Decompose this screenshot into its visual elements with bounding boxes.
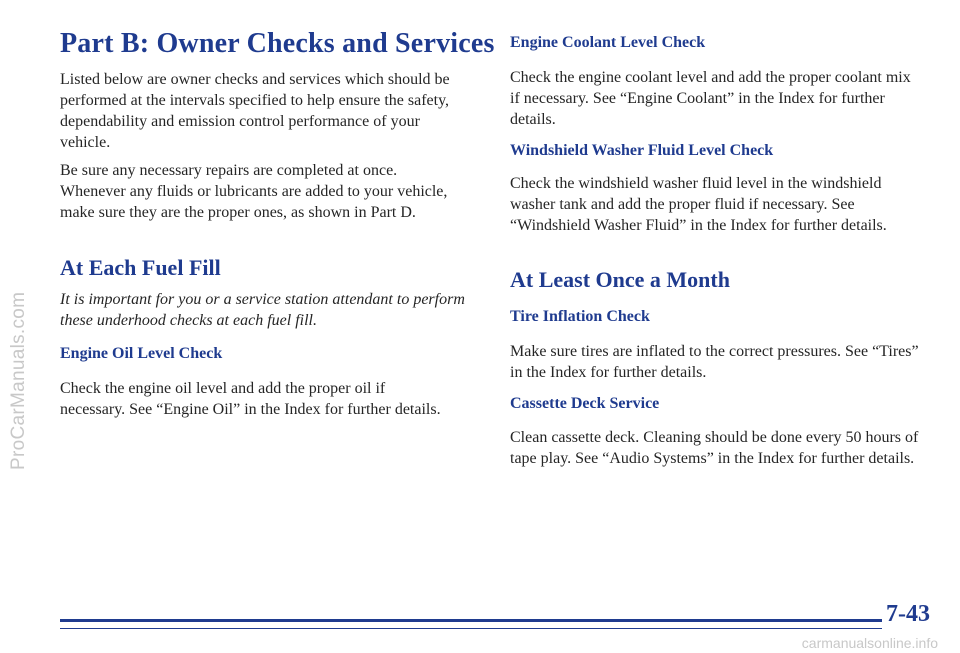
cassette-deck-text: Clean cassette deck. Cleaning should be done every 50 hours of tape play. See “Audio Systems” in the Index for further details. (510, 429, 919, 467)
page-title: Part B: Owner Checks and Services (60, 28, 495, 59)
intro-paragraph-1: Listed below are owner checks and services which should be performed at the intervals specified to help ensure the safety, dependability and emission control performance of your vehicle. (60, 71, 450, 151)
engine-oil-text: Check the engine oil level and add the proper oil if necessary. See “Engine Oil” in the Index for further details. (60, 380, 441, 418)
engine-coolant-text: Check the engine coolant level and add the proper coolant mix if necessary. See “Engine Coolant” in the Index for further details. (510, 69, 911, 128)
side-watermark: ProCarManuals.com (8, 291, 29, 470)
page-number: 7-43 (886, 601, 930, 627)
footer-rule-thick (60, 619, 882, 622)
section-heading-monthly: At Least Once a Month (510, 267, 730, 292)
tire-inflation-text: Make sure tires are inflated to the correct pressures. See “Tires” in the Index for further details. (510, 343, 919, 381)
intro-paragraph-2: Be sure any necessary repairs are completed at once. Whenever any fluids or lubricants are added to your vehicle, make sure they are the proper ones, as shown in Part D. (60, 162, 448, 221)
subheading-tire-inflation: Tire Inflation Check (510, 308, 650, 325)
subheading-cassette-deck: Cassette Deck Service (510, 395, 660, 412)
washer-fluid-text: Check the windshield washer fluid level in the windshield washer tank and add the proper fluid if necessary. See “Windshield Washer Fluid” in the Index for further details. (510, 175, 887, 234)
subheading-engine-oil: Engine Oil Level Check (60, 345, 223, 362)
footer-rule-thin (60, 628, 882, 629)
footer-watermark: carmanualsonline.info (801, 635, 938, 651)
subheading-engine-coolant: Engine Coolant Level Check (510, 34, 706, 51)
fuel-fill-note: It is important for you or a service station attendant to perform these underhood checks at each fuel fill. (60, 291, 465, 329)
section-heading-fuel-fill: At Each Fuel Fill (60, 255, 221, 280)
subheading-washer-fluid: Windshield Washer Fluid Level Check (510, 142, 774, 159)
